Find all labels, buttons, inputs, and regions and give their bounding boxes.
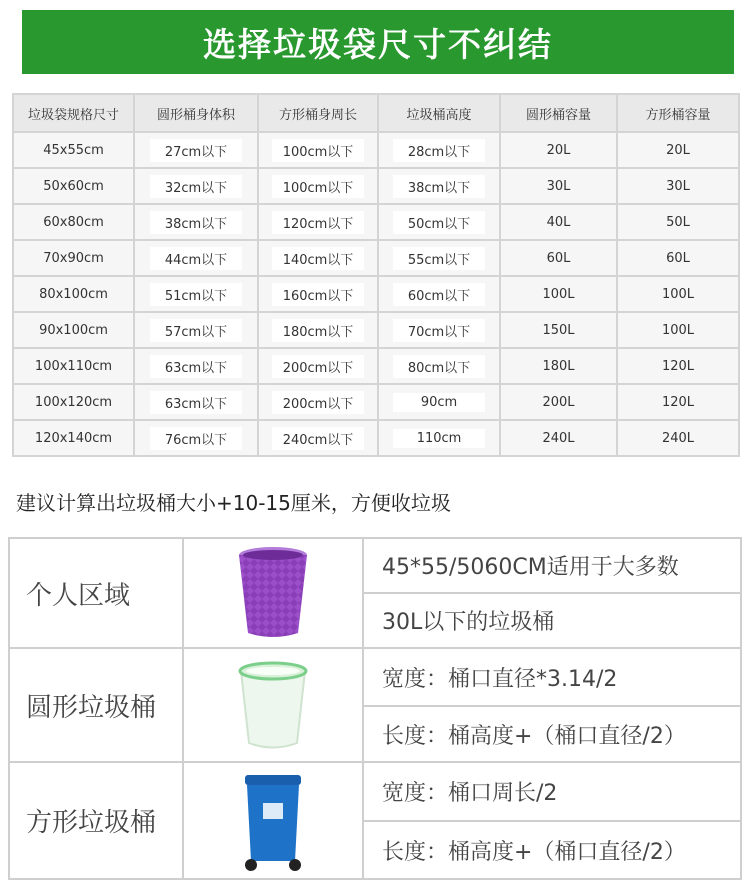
cell-text: 28cm以下	[393, 139, 485, 162]
cell-bin-height	[378, 276, 500, 312]
cell-square-capacity: 20L	[617, 132, 739, 168]
cell-text: 57cm以下	[150, 319, 242, 342]
round-width-formula: 宽度：桶口直径*3.14/2	[382, 666, 618, 692]
cell-text: 27cm以下	[150, 139, 242, 162]
cell-round-volume	[134, 420, 258, 456]
cell-square-perimeter	[258, 348, 378, 384]
cell-bin-height	[378, 204, 500, 240]
cell-round-volume	[134, 240, 258, 276]
table-header-row	[13, 94, 739, 132]
cell-bin-height	[378, 348, 500, 384]
cell-square-capacity: 100L	[617, 312, 739, 348]
square-length-formula: 长度：桶高度+（桶口直径/2）	[382, 839, 686, 865]
cell-round-volume	[134, 276, 258, 312]
cell-square-perimeter	[258, 168, 378, 204]
cell-text: 44cm以下	[150, 247, 242, 270]
cell-round-volume	[134, 132, 258, 168]
cell-square-perimeter	[258, 204, 378, 240]
cell-square-perimeter	[258, 384, 378, 420]
blue-bin-image	[184, 763, 364, 878]
cell-round-capacity: 20L	[500, 132, 617, 168]
cell-round-volume	[134, 204, 258, 240]
cell-bin-height	[378, 312, 500, 348]
col-header-square-perimeter: 方形桶身周长	[258, 94, 378, 132]
cell-text: 140cm以下	[272, 247, 364, 270]
cell-round-capacity: 100L	[500, 276, 617, 312]
cell-text: 60cm以下	[393, 283, 485, 306]
cell-text: 63cm以下	[150, 355, 242, 378]
cell-text: 100cm以下	[272, 139, 364, 162]
col-header-round-capacity: 圆形桶容量	[500, 94, 617, 132]
cell-text: 200cm以下	[272, 355, 364, 378]
cell-round-capacity: 30L	[500, 168, 617, 204]
category-round-bin: 圆形垃圾桶	[10, 649, 184, 761]
cell-round-capacity: 40L	[500, 204, 617, 240]
table-row	[13, 348, 739, 384]
cell-round-capacity: 240L	[500, 420, 617, 456]
cell-round-capacity: 60L	[500, 240, 617, 276]
cell-text: 38cm以下	[393, 175, 485, 198]
cell-round-capacity: 150L	[500, 312, 617, 348]
cell-bag-size: 70x90cm	[13, 240, 134, 276]
cell-square-perimeter	[258, 276, 378, 312]
cell-bag-size: 120x140cm	[13, 420, 134, 456]
cell-square-perimeter	[258, 420, 378, 456]
personal-line-1: 45*55/5060CM适用于大多数	[382, 555, 679, 580]
cell-bin-height	[378, 384, 500, 420]
white-round-bin-icon	[223, 655, 323, 755]
cell-text: 70cm以下	[393, 319, 485, 342]
size-spec-table	[12, 93, 740, 457]
white-bin-image	[184, 649, 364, 761]
cell-text: 100cm以下	[272, 175, 364, 198]
cell-round-volume	[134, 384, 258, 420]
square-width-formula: 宽度：桶口周长/2	[382, 781, 558, 806]
col-header-round-volume: 圆形桶身体积	[134, 94, 258, 132]
cell-round-volume	[134, 168, 258, 204]
cell-round-volume	[134, 348, 258, 384]
cell-text: 180cm以下	[272, 319, 364, 342]
table-row	[13, 132, 739, 168]
col-header-bag-size: 垃圾袋规格尺寸	[13, 94, 134, 132]
cell-text: 90cm	[393, 393, 485, 412]
banner-title: 选择垃圾袋尺寸不纠结	[203, 24, 553, 64]
cell-text: 55cm以下	[393, 247, 485, 270]
cell-text: 50cm以下	[393, 211, 485, 234]
cell-text: 80cm以下	[393, 355, 485, 378]
cell-bag-size: 100x110cm	[13, 348, 134, 384]
cell-square-perimeter	[258, 240, 378, 276]
cell-bag-size: 80x100cm	[13, 276, 134, 312]
personal-line-2: 30L以下的垃圾桶	[382, 610, 555, 635]
col-header-square-capacity: 方形桶容量	[617, 94, 739, 132]
cell-bin-height	[378, 420, 500, 456]
table-row	[13, 420, 739, 456]
cell-round-capacity: 180L	[500, 348, 617, 384]
cell-square-capacity: 240L	[617, 420, 739, 456]
cell-square-capacity: 120L	[617, 348, 739, 384]
cell-text: 38cm以下	[150, 211, 242, 234]
cell-text: 51cm以下	[150, 283, 242, 306]
cell-bin-height	[378, 240, 500, 276]
sizing-tip: 建议计算出垃圾桶大小+10-15厘米，方便收垃圾	[16, 491, 451, 515]
category-personal-area: 个人区域	[10, 539, 184, 647]
col-header-bin-height: 垃圾桶高度	[378, 94, 500, 132]
cell-square-capacity: 30L	[617, 168, 739, 204]
cell-text: 160cm以下	[272, 283, 364, 306]
purple-bin-image	[184, 539, 364, 647]
purple-wastebasket-icon	[218, 543, 328, 643]
usage-guide-table	[8, 537, 742, 880]
cell-text: 110cm	[393, 429, 485, 448]
cell-round-volume	[134, 312, 258, 348]
cell-bin-height	[378, 132, 500, 168]
blue-wheelie-bin-icon	[233, 769, 313, 873]
cell-text: 200cm以下	[272, 391, 364, 414]
cell-square-capacity: 60L	[617, 240, 739, 276]
cell-text: 240cm以下	[272, 427, 364, 450]
cell-round-capacity: 200L	[500, 384, 617, 420]
table-row	[13, 168, 739, 204]
cell-square-capacity: 120L	[617, 384, 739, 420]
cell-square-capacity: 50L	[617, 204, 739, 240]
table-row	[13, 240, 739, 276]
cell-square-capacity: 100L	[617, 276, 739, 312]
table-row	[13, 204, 739, 240]
cell-bag-size: 60x80cm	[13, 204, 134, 240]
cell-text: 63cm以下	[150, 391, 242, 414]
cell-text: 76cm以下	[150, 427, 242, 450]
table-row	[13, 312, 739, 348]
cell-text: 120cm以下	[272, 211, 364, 234]
table-row	[13, 276, 739, 312]
round-length-formula: 长度：桶高度+（桶口直径/2）	[382, 723, 686, 749]
cell-bag-size: 45x55cm	[13, 132, 134, 168]
cell-text: 32cm以下	[150, 175, 242, 198]
cell-bag-size: 50x60cm	[13, 168, 134, 204]
cell-bin-height	[378, 168, 500, 204]
table-row	[13, 384, 739, 420]
cell-bag-size: 90x100cm	[13, 312, 134, 348]
cell-square-perimeter	[258, 132, 378, 168]
page-banner	[22, 10, 734, 74]
cell-square-perimeter	[258, 312, 378, 348]
category-square-bin: 方形垃圾桶	[10, 763, 184, 878]
cell-bag-size: 100x120cm	[13, 384, 134, 420]
